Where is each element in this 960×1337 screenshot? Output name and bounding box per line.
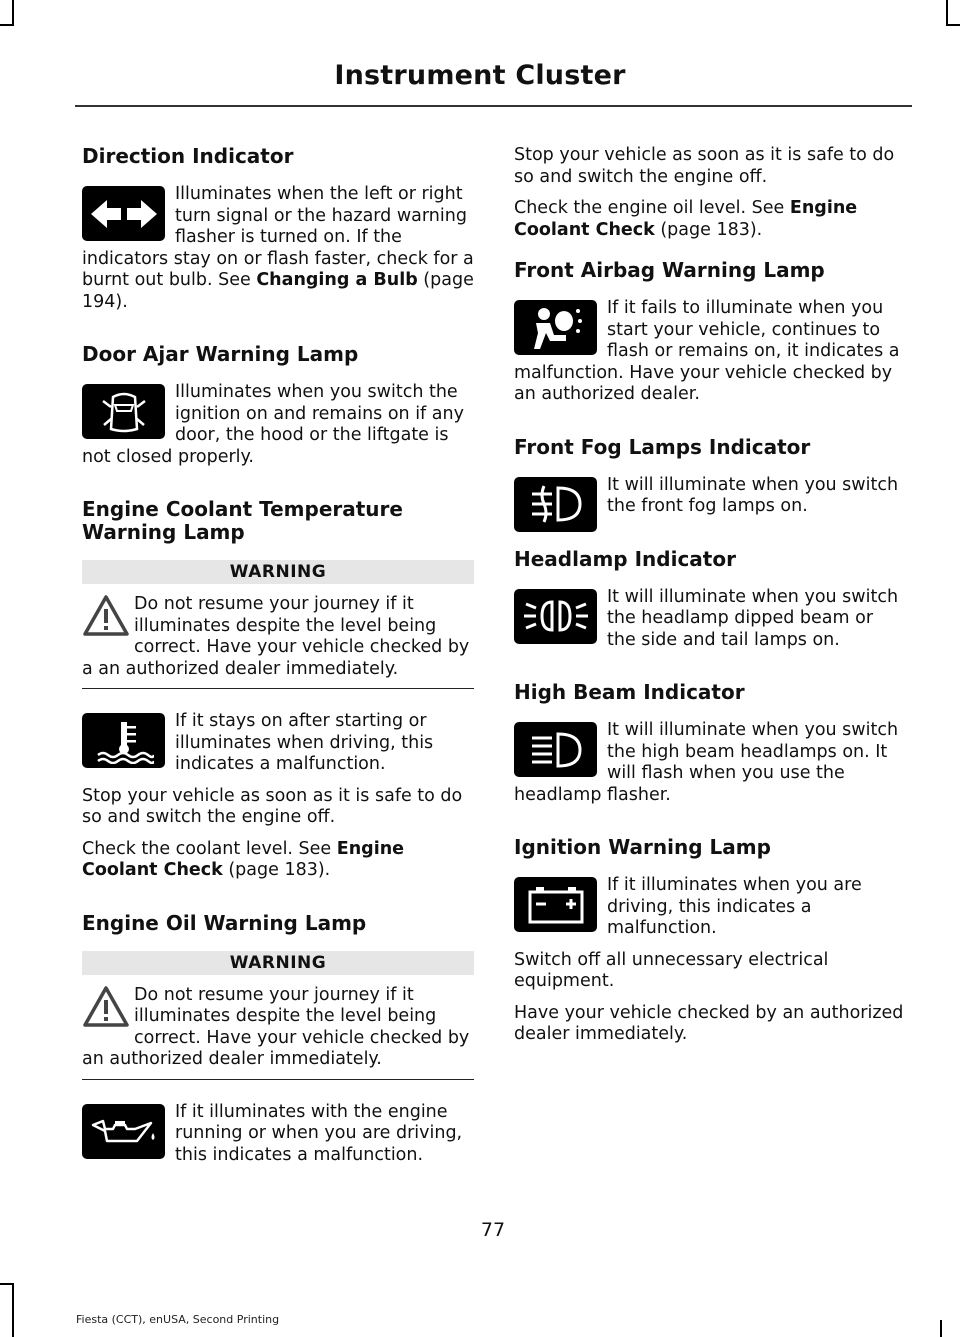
coolant-stop-text: Stop your vehicle as soon as it is safe to do so and switch the engine off. [82, 785, 463, 827]
fog-lamps-section [514, 436, 906, 548]
warning-box [82, 594, 474, 689]
door-ajar-section [82, 343, 474, 498]
direction-indicator-text: Illuminates when the left or right turn signal or the hazard warning flasher is turned on. If the indicators stay on or flash faster, check for a burnt out bulb. See Changing a Bulb (page 194). [82, 184, 474, 312]
engine-oil-continued [514, 145, 906, 241]
right-column [514, 145, 906, 1056]
direction-arrows-icon [82, 186, 165, 241]
engine-oil-section [82, 912, 474, 1177]
oil-text: If it illuminates with the engine running or when you are driving, this indicates a malfunction. [175, 1101, 463, 1165]
section-heading: Headlamp Indicator [514, 546, 736, 571]
ignition-switch-off-text: Switch off all unnecessary electrical equipment. [514, 949, 829, 991]
warning-label: WARNING [82, 951, 474, 975]
cross-reference-link[interactable]: Changing a Bulb [256, 270, 418, 290]
coolant-temperature-section [82, 498, 474, 882]
coolant-check-text: Check the coolant level. See Engine Coolant Check (page 183). [82, 838, 405, 880]
crop-mark [12, 1283, 14, 1337]
door-ajar-text: Illuminates when you switch the ignition on and remains on if any door, the hood or the liftgate is not closed properly. [82, 382, 464, 467]
ignition-text: If it illuminates when you are driving, this indicates a malfunction. [607, 875, 862, 938]
door-ajar-icon [82, 384, 165, 439]
page-number: 77 [480, 1219, 506, 1241]
crop-mark [0, 24, 14, 26]
section-heading: Engine Coolant Temperature Warning Lamp [82, 497, 403, 544]
coolant-temperature-icon [82, 713, 165, 768]
section-heading: Door Ajar Warning Lamp [82, 342, 359, 366]
ignition-dealer-text: Have your vehicle checked by an authorized dealer immediately. [514, 1002, 904, 1044]
airbag-section [514, 259, 906, 436]
side-lamps-icon [514, 589, 597, 644]
direction-indicator-section [82, 145, 474, 343]
coolant-text: If it stays on after starting or illuminates when driving, this indicates a malfunction. [175, 711, 434, 774]
section-heading: Front Airbag Warning Lamp [514, 258, 825, 282]
battery-icon [514, 877, 597, 932]
header-divider [75, 105, 912, 107]
section-heading: Ignition Warning Lamp [514, 835, 771, 859]
section-heading: Direction Indicator [82, 144, 294, 168]
high-beam-text: It will illuminate when you switch the high beam headlamps on. It will flash when you use the headlamp flasher. [514, 720, 899, 805]
airbag-icon [514, 300, 597, 355]
oil-check-text: Check the engine oil level. See Engine Coolant Check (page 183). [514, 198, 858, 240]
crop-mark [12, 0, 14, 24]
warning-triangle-icon [82, 594, 130, 638]
section-heading: Front Fog Lamps Indicator [514, 434, 811, 459]
section-heading: High Beam Indicator [514, 680, 745, 704]
airbag-text: If it fails to illuminate when you start your vehicle, continues to flash or remains on, it indicates a malfunction. Have your vehicle checked by an authorized dealer. [514, 298, 900, 404]
high-beam-section [514, 681, 906, 836]
left-column [82, 145, 474, 1176]
headlamp-text: It will illuminate when you switch the headlamp dipped beam or the side and tail lamps on. [607, 586, 899, 650]
warning-text: Do not resume your journey if it illuminates despite the level being correct. Have your vehicle checked by a an authorized dealer immediately. [82, 594, 470, 679]
crop-mark [946, 24, 960, 26]
oil-can-icon [82, 1104, 165, 1159]
oil-stop-text: Stop your vehicle as soon as it is safe to do so and switch the engine off. [514, 145, 895, 187]
warning-text: Do not resume your journey if it illuminates despite the level being correct. Have your vehicle checked by an authorized dealer immediately. [82, 984, 470, 1069]
cross-reference-link[interactable]: Engine Coolant Check [514, 198, 858, 240]
headlamp-section [514, 548, 906, 682]
page-title: Instrument Cluster [334, 60, 626, 91]
ignition-section [514, 836, 906, 1046]
fog-lamps-text: It will illuminate when you switch the front fog lamps on. [607, 474, 899, 516]
crop-mark [0, 1283, 14, 1285]
warning-triangle-icon [82, 985, 130, 1029]
crop-mark [940, 1320, 942, 1337]
high-beam-icon [514, 722, 597, 777]
fog-lamp-icon [514, 477, 597, 532]
edition-footer: Fiesta (CCT), enUSA, Second Printing [76, 1313, 280, 1326]
cross-reference-link[interactable]: Engine Coolant Check [82, 838, 405, 880]
section-heading: Engine Oil Warning Lamp [82, 910, 367, 935]
warning-box [82, 985, 474, 1080]
crop-mark [946, 0, 948, 24]
warning-label: WARNING [82, 560, 474, 584]
